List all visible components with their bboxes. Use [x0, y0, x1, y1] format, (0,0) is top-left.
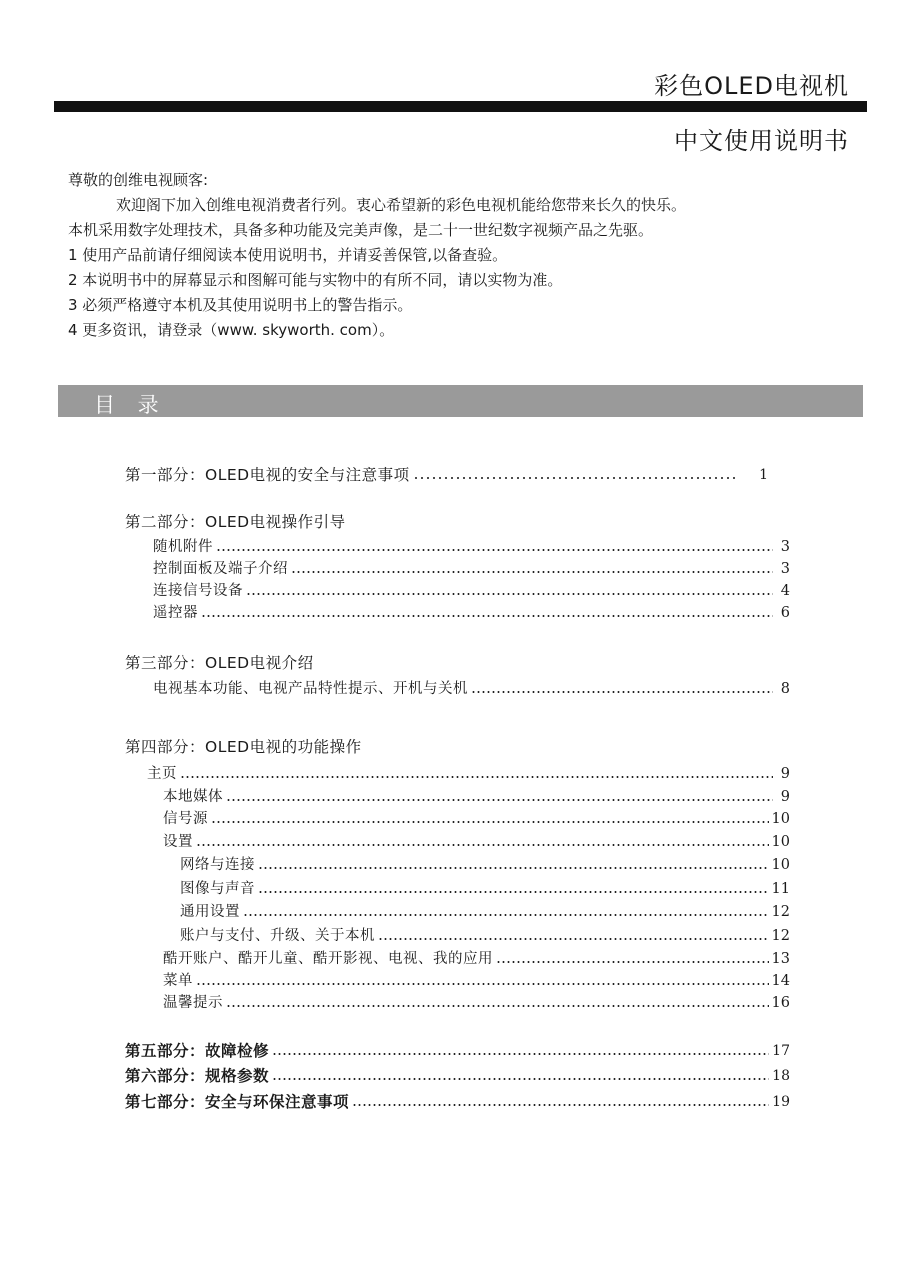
toc-entry: [153, 538, 790, 556]
toc-entry-label: 本地媒体: [163, 789, 223, 805]
dot-leader: [258, 866, 769, 870]
dot-leader: [272, 1052, 769, 1056]
toc-part4-heading: 第四部分：OLED电视的功能操作: [125, 738, 362, 756]
toc-entry: [153, 604, 790, 622]
toc-entry-label: 图像与声音: [180, 881, 255, 897]
toc-entry-page: 3: [780, 561, 790, 577]
toc-part7-label: 第七部分：安全与环保注意事项: [125, 1093, 350, 1111]
toc-entry-label: 账户与支付、升级、关于本机: [180, 928, 375, 944]
toc-entry-page: 9: [780, 766, 790, 782]
header-rule: [54, 101, 867, 112]
toc-entry: [163, 950, 790, 968]
toc-entry: [147, 765, 790, 783]
toc-title: 目 录: [94, 393, 167, 417]
dot-leader: [216, 548, 773, 552]
dot-leader: [201, 614, 773, 618]
greeting: 尊敬的创维电视顾客:: [68, 171, 209, 189]
toc-entry-label: 通用设置: [180, 904, 240, 920]
dot-leader: [196, 843, 769, 847]
dot-leader: [196, 982, 769, 986]
manual-title: 中文使用说明书: [674, 127, 849, 155]
toc-part1-label: 第一部分：OLED电视的安全与注意事项: [125, 466, 410, 484]
dot-leader: [471, 690, 773, 694]
toc-entry-label: 设置: [163, 834, 193, 850]
dot-leader: [496, 960, 769, 964]
toc-entry-page: 4: [780, 583, 790, 599]
note-2: 2 本说明书中的屏幕显示和图解可能与实物中的有所不同，请以实物为准。: [68, 271, 563, 289]
toc-entry: [163, 788, 790, 806]
toc-entry-page: 9: [780, 789, 790, 805]
dot-leader: [352, 1103, 769, 1107]
toc-entry-label: 遥控器: [153, 605, 198, 621]
toc-part6-page: 18: [772, 1068, 790, 1084]
toc-banner: [58, 385, 863, 417]
toc-entry-label: 酷开账户、酷开儿童、酷开影视、电视、我的应用: [163, 951, 493, 967]
toc-part5-page: 17: [772, 1043, 790, 1059]
dot-leader: [378, 937, 769, 941]
toc-entry-label: 温馨提示: [163, 995, 223, 1011]
dot-leader: [413, 476, 739, 480]
toc-entry-page: 14: [771, 973, 790, 989]
toc-entry-page: 10: [771, 857, 790, 873]
toc-entry-page: 12: [771, 928, 790, 944]
toc-part6-label: 第六部分：规格参数: [125, 1067, 270, 1085]
toc-entry-label: 菜单: [163, 973, 193, 989]
welcome-text: 欢迎阁下加入创维电视消费者行列。衷心希望新的彩色电视机能给您带来长久的快乐。: [116, 196, 687, 214]
toc-part2-heading: 第二部分：OLED电视操作引导: [125, 513, 346, 531]
toc-part5: [125, 1042, 790, 1060]
note-3: 3 必须严格遵守本机及其使用说明书上的警告指示。: [68, 296, 413, 314]
toc-entry-page: 16: [771, 995, 790, 1011]
dot-leader: [243, 913, 769, 917]
toc-entry-page: 3: [780, 539, 790, 555]
toc-entry-page: 10: [771, 811, 790, 827]
toc-entry: [180, 856, 790, 874]
toc-entry: [163, 972, 790, 990]
toc-entry: [180, 903, 790, 921]
tech-text: 本机采用数字处理技术，具备多种功能及完美声像，是二十一世纪数字视频产品之先驱。: [68, 221, 654, 239]
toc-part7-page: 19: [772, 1094, 790, 1110]
toc-entry-page: 12: [771, 904, 790, 920]
intro-section: [68, 168, 868, 343]
toc-part1-page: 1: [759, 467, 768, 483]
toc-entry-label: 主页: [147, 766, 177, 782]
toc-part1: [125, 466, 768, 484]
toc-entry: [163, 833, 790, 851]
toc-part7: [125, 1093, 790, 1111]
note-4: 4 更多资讯，请登录（www. skyworth. com）。: [68, 321, 395, 339]
toc-part3-heading: 第三部分：OLED电视介绍: [125, 654, 314, 672]
toc-entry-label: 网络与连接: [180, 857, 255, 873]
toc-entry: [153, 560, 790, 578]
toc-part5-label: 第五部分：故障检修: [125, 1042, 270, 1060]
toc-entry-page: 8: [780, 681, 790, 697]
toc-entry: [163, 994, 790, 1012]
toc-entry-label: 连接信号设备: [153, 583, 243, 599]
toc-entry-page: 6: [780, 605, 790, 621]
toc-entry: [180, 880, 790, 898]
dot-leader: [226, 798, 773, 802]
dot-leader: [211, 820, 769, 824]
note-1: 1 使用产品前请仔细阅读本使用说明书，并请妥善保管,以备查验。: [68, 246, 508, 264]
dot-leader: [291, 570, 773, 574]
dot-leader: [258, 890, 769, 894]
toc-entry: [163, 810, 790, 828]
dot-leader: [246, 592, 773, 596]
toc-entry-label: 控制面板及端子介绍: [153, 561, 288, 577]
dot-leader: [272, 1077, 769, 1081]
toc-entry-page: 13: [771, 951, 790, 967]
toc-entry-label: 随机附件: [153, 539, 213, 555]
toc-entry: [153, 680, 790, 698]
toc-entry-page: 10: [771, 834, 790, 850]
product-title: 彩色OLED电视机: [654, 72, 849, 100]
toc-entry: [153, 582, 790, 600]
toc-entry: [180, 927, 790, 945]
dot-leader: [226, 1004, 769, 1008]
toc-entry-label: 电视基本功能、电视产品特性提示、开机与关机: [153, 681, 468, 697]
toc-part6: [125, 1067, 790, 1085]
toc-entry-page: 11: [771, 881, 790, 897]
dot-leader: [180, 775, 773, 779]
toc-entry-label: 信号源: [163, 811, 208, 827]
